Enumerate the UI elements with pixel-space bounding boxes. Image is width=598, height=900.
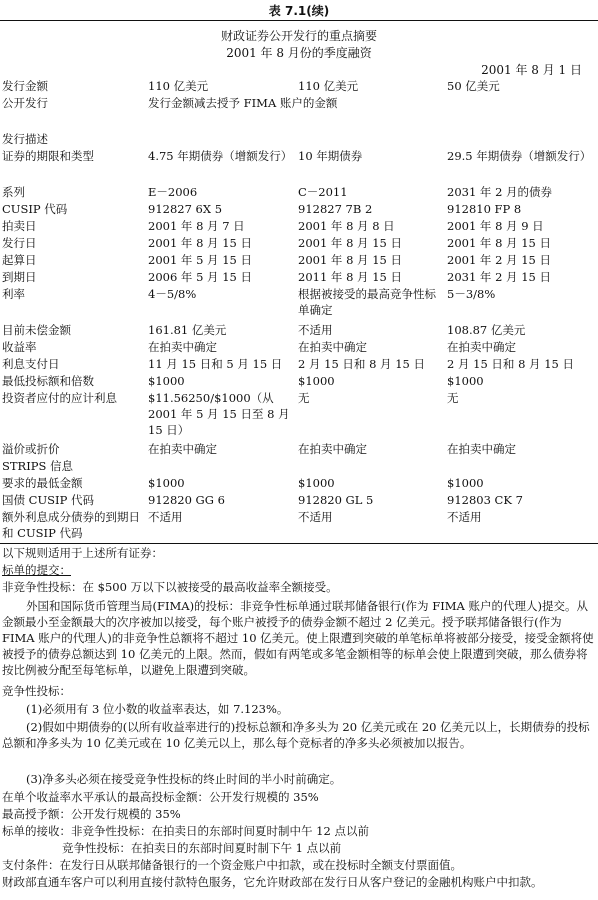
- row-label: 投资者应付的应计利息: [2, 391, 117, 405]
- col3-value: 108.87 亿美元: [447, 323, 526, 337]
- col3-value: 在拍卖中确定: [447, 340, 516, 354]
- table-row: [0, 95, 598, 111]
- col3-value: 912810 FP 8: [447, 202, 522, 216]
- col1-value: 161.81 亿美元: [148, 323, 227, 337]
- table-row: [0, 475, 598, 491]
- row-label: 发行日: [2, 236, 37, 250]
- table-heading-line2: 2001 年 8 月份的季度融资: [226, 46, 372, 60]
- table-heading-line1: 财政证券公开发行的重点摘要: [220, 29, 377, 43]
- row-label: STRIPS 信息: [2, 459, 74, 473]
- table-row: [0, 269, 598, 285]
- col1-value: 2006 年 5 月 15 日: [148, 270, 252, 284]
- competitive-rule-3: (3)净多头必须在接受竞争性投标的终止时间的半小时前确定。: [26, 772, 342, 786]
- col2-value: 在拍卖中确定: [298, 340, 367, 354]
- payment-terms: 支付条件：在发行日从联邦储备银行的一个资金账户中扣款，或在投标时全额支付票面值。: [2, 858, 462, 872]
- treasury-direct-note: 财政部直通车客户可以利用直接付款特色服务，它允许财政部在发行日从客户登记的金融机构账户中扣款。: [2, 875, 543, 889]
- row-label: 目前未偿金额: [2, 323, 71, 337]
- row-label: 利率: [2, 287, 25, 301]
- noncompetitive-rule: 非竞争性投标：在 $500 万以下以被接受的最高收益率全额接受。: [2, 580, 338, 594]
- table-row: [0, 252, 598, 268]
- col2-value: C－2011: [298, 185, 348, 199]
- table-row: [0, 184, 598, 200]
- col2-value: 912827 7B 2: [298, 202, 373, 216]
- col2-value: 在拍卖中确定: [298, 442, 367, 456]
- section-rule: [0, 543, 598, 544]
- table-row: [0, 78, 598, 94]
- announcement-date: 2001 年 8 月 1 日: [481, 63, 582, 77]
- col2-value: $1000: [298, 476, 335, 490]
- row-label: 发行描述: [2, 132, 48, 146]
- col3-value: 2001 年 2 月 15 日: [447, 253, 551, 267]
- competitive-rule-2: (2)假如中期债券的(以所有收益率进行的)投标总额和净多头为 20 亿美元或在 20 亿美元以上，长期债券的投标总额和净多头为 10 亿美元或在 10 亿美元以上，那么每个竞标者的净多头必须被加以报告。: [2, 720, 590, 750]
- table-row: [0, 218, 598, 234]
- max-single-yield: 在单个收益率水平承认的最高投标金额：公开发行规模的 35%: [2, 790, 319, 804]
- col3-value: 不适用: [447, 510, 482, 524]
- top-rule: [0, 20, 598, 21]
- row-label: 起算日: [2, 253, 37, 267]
- col3-value: 5－3/8%: [447, 287, 496, 301]
- col1-value: 4.75 年期债券（增额发行）: [148, 149, 293, 163]
- competitive-rule-1: (1)必须用有 3 位小数的收益率表达，如 7.123%。: [26, 702, 289, 716]
- col2-value: 110 亿美元: [298, 79, 359, 93]
- table-caption: 表 7.1(续): [268, 4, 330, 18]
- table-row: [0, 509, 598, 540]
- table-row: [0, 373, 598, 389]
- fima-rule: 外国和国际货币管理当局(FIMA)的投标：非竞争性标单通过联邦储备银行(作为 FIMA 账户的代理人)提交。从金额最小至金额最大的次序被加以接受，每个账户被授予的债券金额不超过 2 亿美元。授予联邦储备银行(作为 FIMA 账户的代理人)的非竞争性总额将不超过 10 亿美元。使上限遭到突破的单笔标单将被部分接受，接受金额将使被授予的债券总额达到 10 亿美元的上限。然而，假如有两笔或多笔金额相等的标单会使上限遭到突破，那么债券将按比例被分配至每笔标单，以避免上限遭到突破。: [2, 599, 594, 677]
- col1-value: $11.56250/$1000（从 2001 年 5 月 15 日至 8 月 15 日）: [148, 391, 290, 437]
- col2-value: 2011 年 8 月 15 日: [298, 270, 402, 284]
- col1-value: 11 月 15 日和 5 月 15 日: [148, 357, 283, 371]
- row-label: 拍卖日: [2, 219, 37, 233]
- col2-value: 根据被接受的最高竞争性标单确定: [298, 287, 436, 317]
- row-label: 到期日: [2, 270, 37, 284]
- col3-value: 2 月 15 日和 8 月 15 日: [447, 357, 574, 371]
- col2-value: 2001 年 8 月 15 日: [298, 253, 402, 267]
- bid-receipt-noncomp: 标单的接收：非竞争性投标：在拍卖日的东部时间夏时制中午 12 点以前: [2, 824, 369, 838]
- col1-value: 4－5/8%: [148, 287, 197, 301]
- col1-value: 在拍卖中确定: [148, 442, 217, 456]
- row-label: 收益率: [2, 340, 37, 354]
- col2-value: 912820 GL 5: [298, 493, 374, 507]
- table-row: [0, 441, 598, 457]
- row-label: 最低投标额和倍数: [2, 374, 94, 388]
- col3-value: 在拍卖中确定: [447, 442, 516, 456]
- col1-value: 2001 年 8 月 15 日: [148, 236, 252, 250]
- bid-receipt-comp: 竞争性投标：在拍卖日的东部时间夏时制下午 1 点以前: [62, 841, 342, 855]
- col1-value: 912827 6X 5: [148, 202, 223, 216]
- col2-value: 10 年期债券: [298, 149, 363, 163]
- col2-value: $1000: [298, 374, 335, 388]
- table-row: [0, 235, 598, 251]
- col2-value: 2001 年 8 月 8 日: [298, 219, 395, 233]
- row-label: 系列: [2, 185, 25, 199]
- col2-value: 不适用: [298, 510, 333, 524]
- col2-value: 不适用: [298, 323, 333, 337]
- col1-value: 912820 GG 6: [148, 493, 225, 507]
- col2-value: 2001 年 8 月 15 日: [298, 236, 402, 250]
- table-row: [0, 201, 598, 217]
- table-row: [0, 131, 598, 147]
- col3-value: 912803 CK 7: [447, 493, 523, 507]
- col1-value: E－2006: [148, 185, 198, 199]
- competitive-title: 竞争性投标：: [2, 684, 71, 698]
- table-row: [0, 286, 598, 317]
- row-label: 发行金额: [2, 79, 48, 93]
- col1-value: 不适用: [148, 510, 183, 524]
- table-row: [0, 356, 598, 372]
- table-row: [0, 322, 598, 338]
- col1-value: $1000: [148, 476, 185, 490]
- col3-value: 29.5 年期债券（增额发行）: [447, 149, 592, 163]
- row-label: 公开发行: [2, 96, 48, 110]
- table-row: [0, 390, 598, 437]
- col3-value: 50 亿美元: [447, 79, 500, 93]
- rules-intro: 以下规则适用于上述所有证券：: [2, 546, 163, 560]
- col1-value: 110 亿美元: [148, 79, 209, 93]
- col3-value: $1000: [447, 374, 484, 388]
- col1-value: $1000: [148, 374, 185, 388]
- max-award: 最高授予额：公开发行规模的 35%: [2, 807, 181, 821]
- col3-value: 无: [447, 391, 459, 405]
- row-label: 额外利息成分债券的到期日和 CUSIP 代码: [2, 510, 140, 540]
- col2-value: 无: [298, 391, 310, 405]
- table-row: [0, 339, 598, 355]
- table-row: [0, 148, 598, 164]
- row-label: 证券的期限和类型: [2, 149, 94, 163]
- col1-value: 2001 年 8 月 7 日: [148, 219, 245, 233]
- col3-value: $1000: [447, 476, 484, 490]
- col3-value: 2031 年 2 月的债券: [447, 185, 553, 199]
- table-row: [0, 492, 598, 508]
- col3-value: 2031 年 2 月 15 日: [447, 270, 551, 284]
- col2-value: 2 月 15 日和 8 月 15 日: [298, 357, 425, 371]
- row-label: 国债 CUSIP 代码: [2, 493, 94, 507]
- row-label: 溢价或折价: [2, 442, 60, 456]
- table-row: [0, 458, 598, 474]
- col1-value: 在拍卖中确定: [148, 340, 217, 354]
- row-label: 利息支付日: [2, 357, 60, 371]
- row-label: CUSIP 代码: [2, 202, 68, 216]
- col1-value: 发行金额减去授予 FIMA 账户的金额: [148, 96, 338, 110]
- bid-submission-title: 标单的提交：: [2, 563, 71, 577]
- col1-value: 2001 年 5 月 15 日: [148, 253, 252, 267]
- col3-value: 2001 年 8 月 15 日: [447, 236, 551, 250]
- row-label: 要求的最低金额: [2, 476, 83, 490]
- col3-value: 2001 年 8 月 9 日: [447, 219, 544, 233]
